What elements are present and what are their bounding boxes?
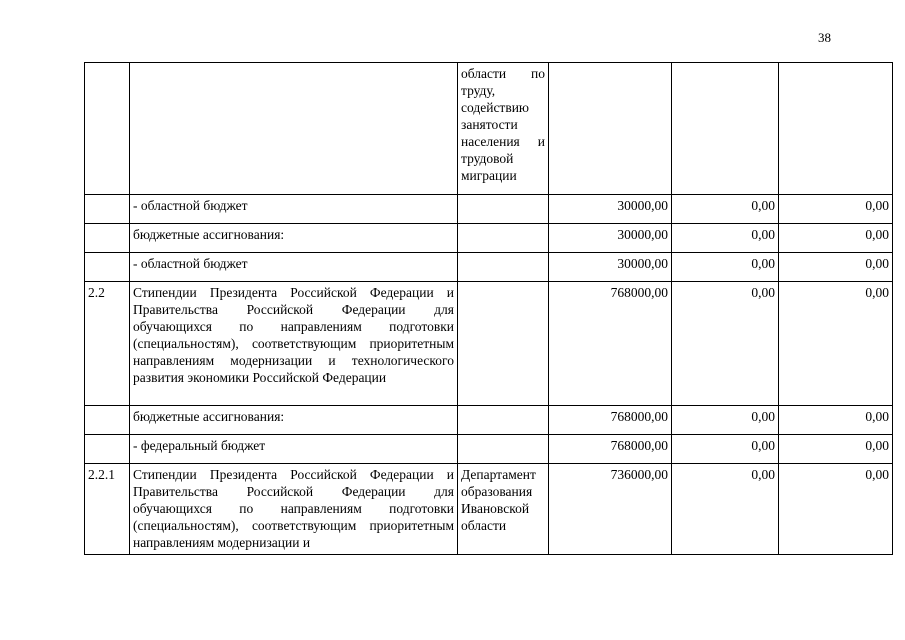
row-value-year-3: 0,00 xyxy=(779,435,893,464)
table-row xyxy=(85,63,893,195)
row-number xyxy=(85,224,130,253)
row-number: 2.2 xyxy=(85,282,130,406)
row-executor xyxy=(458,195,549,224)
row-name: Стипендии Президента Российской Федерации и Правительства Российской Федерации для обучающихся по направлениям подготовки (специальностям), соответствующим приоритетным направлениям модернизации и технологического развития экономики Российской Федерации xyxy=(130,282,458,406)
row-value-year-3: 0,00 xyxy=(779,195,893,224)
table-row xyxy=(85,464,893,555)
row-value-year-1: 768000,00 xyxy=(549,435,672,464)
row-value-year-2: 0,00 xyxy=(672,224,779,253)
page-number: 38 xyxy=(818,30,831,45)
row-value-year-3: 0,00 xyxy=(779,406,893,435)
row-name: - областной бюджет xyxy=(130,253,458,282)
row-number: 2.2.1 xyxy=(85,464,130,555)
row-value-year-2: 0,00 xyxy=(672,435,779,464)
row-name: - областной бюджет xyxy=(130,195,458,224)
row-executor: Департамент образования Ивановской области xyxy=(458,464,549,555)
row-value-year-1: 30000,00 xyxy=(549,253,672,282)
row-value-year-1: 30000,00 xyxy=(549,224,672,253)
row-value-year-1: 736000,00 xyxy=(549,464,672,555)
table-row xyxy=(85,435,893,464)
row-value-year-3: 0,00 xyxy=(779,464,893,555)
row-executor xyxy=(458,406,549,435)
row-value-year-3: 0,00 xyxy=(779,224,893,253)
row-name xyxy=(130,63,458,195)
row-value-year-2: 0,00 xyxy=(672,406,779,435)
row-number xyxy=(85,253,130,282)
row-value-year-3: 0,00 xyxy=(779,282,893,406)
row-value-year-1: 768000,00 xyxy=(549,406,672,435)
row-value-year-3 xyxy=(779,63,893,195)
row-value-year-1: 30000,00 xyxy=(549,195,672,224)
row-executor xyxy=(458,224,549,253)
row-value-year-2: 0,00 xyxy=(672,282,779,406)
row-executor xyxy=(458,435,549,464)
row-number xyxy=(85,63,130,195)
row-executor: области по труду, содействию занятости населения и трудовой миграции xyxy=(458,63,549,195)
budget-table xyxy=(84,62,893,555)
row-value-year-1: 768000,00 xyxy=(549,282,672,406)
row-value-year-2: 0,00 xyxy=(672,253,779,282)
row-name: - федеральный бюджет xyxy=(130,435,458,464)
table-row xyxy=(85,253,893,282)
table-row xyxy=(85,282,893,406)
row-name: бюджетные ассигнования: xyxy=(130,224,458,253)
row-name: Стипендии Президента Российской Федерации и Правительства Российской Федерации для обучающихся по направлениям подготовки (специальностям), соответствующим приоритетным направлениям модернизации и xyxy=(130,464,458,555)
row-value-year-2 xyxy=(672,63,779,195)
row-name: бюджетные ассигнования: xyxy=(130,406,458,435)
row-number xyxy=(85,435,130,464)
table-row xyxy=(85,406,893,435)
row-value-year-1 xyxy=(549,63,672,195)
row-executor xyxy=(458,253,549,282)
row-number xyxy=(85,195,130,224)
row-number xyxy=(85,406,130,435)
row-value-year-3: 0,00 xyxy=(779,253,893,282)
row-value-year-2: 0,00 xyxy=(672,195,779,224)
row-executor xyxy=(458,282,549,406)
row-value-year-2: 0,00 xyxy=(672,464,779,555)
table-row xyxy=(85,195,893,224)
table-row xyxy=(85,224,893,253)
